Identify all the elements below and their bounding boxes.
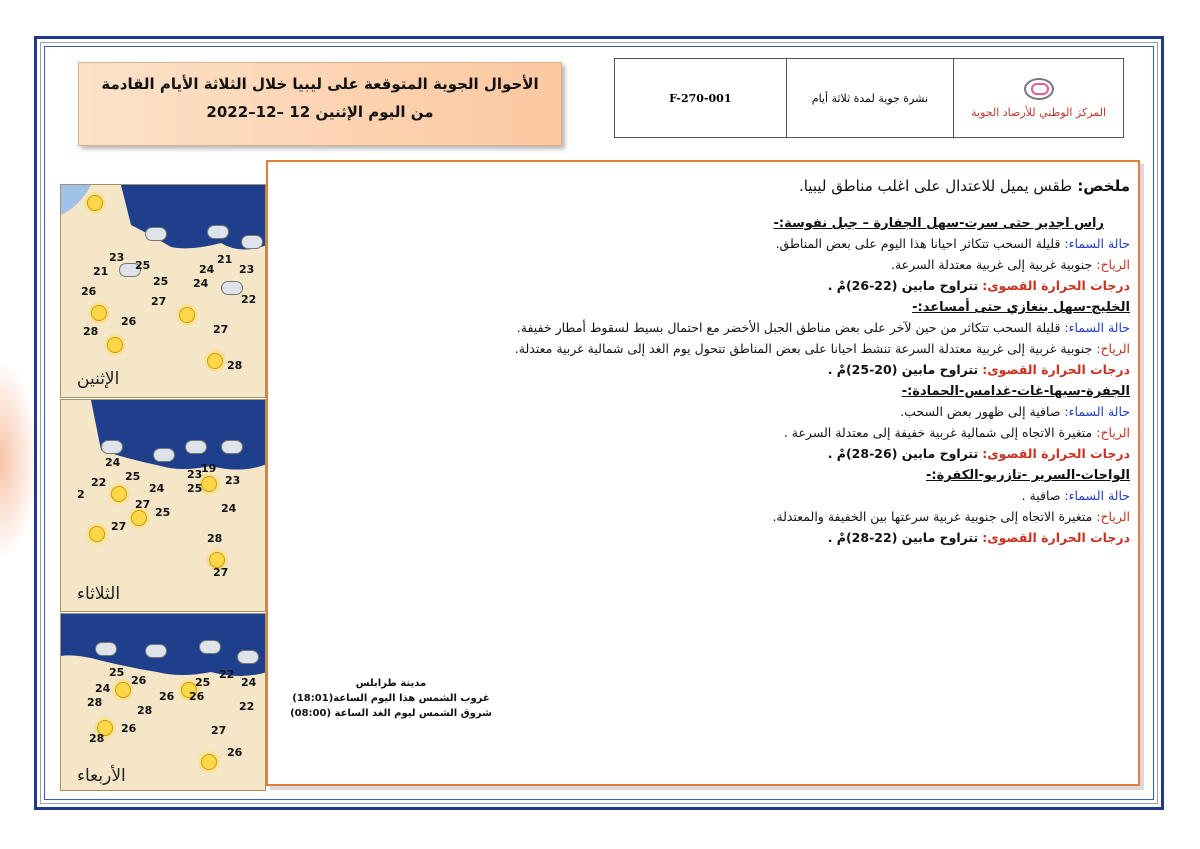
sky-value: قليلة السحب تتكاثر من حين لآخر على بعض مناطق الجبل الأخضر مع احتمال بسيط لسقوط أمطار خفيفة. (516, 320, 1061, 335)
forecast-map-monday (60, 184, 266, 398)
temp-label: درجات الحرارة القصوى: (982, 530, 1130, 545)
temp-line (290, 443, 1130, 464)
wind-label: الرياح: (1096, 341, 1130, 356)
bulletin-date: من اليوم الإثنين 12 –12–2022 (206, 103, 434, 121)
temp-value: تتراوح مابين (20-25)مْ . (827, 362, 979, 377)
partly-cloudy-icon (145, 227, 167, 241)
sky-value: صافية إلى ظهور بعض السحب. (900, 404, 1061, 419)
temp-label: 22 (241, 293, 257, 306)
temp-label: 23 (109, 251, 125, 264)
temp-label: 27 (111, 520, 127, 533)
temp-label: 23 (225, 474, 241, 487)
form-code: F-270-001 (615, 59, 787, 138)
temp-label: 28 (89, 732, 105, 745)
sky-line (290, 317, 1130, 338)
temp-label: 19 (201, 462, 217, 475)
temp-label: 25 (187, 482, 203, 495)
wind-label: الرياح: (1096, 509, 1130, 524)
temp-line (290, 527, 1130, 548)
center-name: المركز الوطني للأرصاد الجوية (971, 105, 1107, 119)
bulletin-title-box (78, 62, 562, 146)
sunny-icon (89, 526, 105, 542)
temp-label: 28 (227, 359, 243, 372)
wind-line (290, 338, 1130, 359)
sunset-time: غروب الشمس هذا اليوم الساعة(18:01) (292, 693, 490, 704)
partly-cloudy-icon (241, 235, 263, 249)
summary-line (290, 172, 1130, 200)
temp-line (290, 359, 1130, 380)
partly-cloudy-icon (101, 440, 123, 454)
temp-label: 25 (155, 506, 171, 519)
region-name: الخليج-سهل بنغازي حتى أمساعد:- (912, 300, 1130, 315)
wind-line (290, 422, 1130, 443)
sky-value: قليلة السحب تتكاثر احيانا هذا اليوم على بعض المناطق. (775, 236, 1061, 251)
temp-label: 26 (81, 285, 97, 298)
sunny-icon (201, 476, 217, 492)
sunny-icon (179, 307, 195, 323)
temp-label: 28 (83, 325, 99, 338)
sky-line (290, 233, 1130, 254)
temp-label: 24 (199, 263, 215, 276)
sky-label: حالة السماء: (1064, 236, 1130, 251)
forecast-map-tuesday (60, 399, 266, 612)
temp-label: 28 (207, 532, 223, 545)
temp-label: 25 (153, 275, 169, 288)
region-heading (290, 380, 1130, 401)
summary-text: طقس يميل للاعتدال على اغلب مناطق ليبيا. (798, 177, 1073, 195)
temp-value: تتراوح مابين (26-28)مْ . (827, 446, 979, 461)
temp-label: 22 (91, 476, 107, 489)
temp-label: 25 (125, 470, 141, 483)
region-heading (290, 212, 1130, 233)
region-name: الواحات-السرير -تازربو-الكفرة:- (926, 468, 1130, 483)
temp-label: 26 (189, 690, 205, 703)
temp-label: 27 (151, 295, 167, 308)
sunny-icon (111, 486, 127, 502)
temp-label: درجات الحرارة القصوى: (982, 446, 1130, 461)
day-label: الثلاثاء (77, 584, 121, 604)
wind-value: جنوبية غربية إلى غربية معتدلة السرعة. (890, 257, 1093, 272)
wind-value: جنوبية غربية إلى غربية معتدلة السرعة تنشط احيانا على بعض المناطق تتحول يوم الغد إلى شمالية غربية معتدلة. (514, 341, 1093, 356)
sky-label: حالة السماء: (1064, 488, 1130, 503)
day-label: الأربعاء (77, 766, 126, 786)
temp-label: 23 (239, 263, 255, 276)
temp-label: 24 (241, 676, 257, 689)
sunny-icon (91, 305, 107, 321)
partly-cloudy-icon (153, 448, 175, 462)
temp-label: 25 (135, 259, 151, 272)
temp-label: 22 (219, 668, 235, 681)
wind-line (290, 254, 1130, 275)
temp-label: 24 (95, 682, 111, 695)
temp-value: تتراوح مابين (22-28)مْ . (827, 530, 979, 545)
temp-label: 26 (131, 674, 147, 687)
forecast-text (290, 172, 1130, 548)
sky-label: حالة السماء: (1064, 320, 1130, 335)
partly-cloudy-icon (185, 440, 207, 454)
ncm-logo-icon (1024, 78, 1054, 100)
partly-cloudy-icon (237, 650, 259, 664)
region-name: راس اجدير حتى سرت-سهل الجفارة – جبل نفوسة:- (773, 216, 1104, 231)
city-name: مدينة طرابلس (355, 678, 427, 689)
tripoli-sun-times (276, 676, 506, 721)
sunny-icon (207, 353, 223, 369)
temp-label: درجات الحرارة القصوى: (982, 362, 1130, 377)
wind-label: الرياح: (1096, 425, 1130, 440)
sunny-icon (115, 682, 131, 698)
temp-label: 27 (213, 323, 229, 336)
region-heading (290, 296, 1130, 317)
wind-line (290, 506, 1130, 527)
wind-value: متغيرة الاتجاه إلى جنوبية غربية سرعتها بين الخفيفة والمعتدلة. (772, 509, 1093, 524)
sky-line (290, 401, 1130, 422)
header-table (614, 58, 1124, 138)
temp-label: درجات الحرارة القصوى: (982, 278, 1130, 293)
temp-label: 2 (77, 488, 85, 501)
temp-label: 28 (137, 704, 153, 717)
summary-label: ملخص: (1077, 177, 1130, 195)
partly-cloudy-icon (207, 225, 229, 239)
temp-label: 28 (87, 696, 103, 709)
temp-label: 22 (239, 700, 255, 713)
temp-label: 24 (221, 502, 237, 515)
meteorological-center (954, 59, 1124, 138)
bulletin-name: نشرة جوية لمدة ثلاثة أيام (786, 59, 954, 138)
temp-line (290, 275, 1130, 296)
partly-cloudy-icon (221, 281, 243, 295)
temp-label: 27 (213, 566, 229, 579)
temp-label: 26 (121, 315, 137, 328)
sunrise-time: شروق الشمس ليوم الغد الساعة (08:00) (290, 708, 492, 719)
day-label: الإثنين (77, 369, 120, 389)
sky-line (290, 485, 1130, 506)
temp-label: 21 (217, 253, 233, 266)
wind-value: متغيرة الاتجاه إلى شمالية غربية خفيفة إلى معتدلة السرعة . (783, 425, 1093, 440)
bulletin-title: الأحوال الجوية المتوقعة على ليبيا خلال الثلاثة الأيام القادمة (101, 75, 539, 93)
temp-label: 25 (109, 666, 125, 679)
region-name: الجفرة-سبها-غات-غدامس-الحمادة:- (901, 384, 1130, 399)
partly-cloudy-icon (145, 644, 167, 658)
temp-label: 26 (159, 690, 175, 703)
sunny-icon (107, 337, 123, 353)
temp-value: تتراوح مابين (22-26)مْ . (827, 278, 979, 293)
temp-label: 27 (135, 498, 151, 511)
temp-label: 25 (195, 676, 211, 689)
sunny-icon (131, 510, 147, 526)
sky-value: صافية . (1021, 488, 1061, 503)
temp-label: 24 (193, 277, 209, 290)
temp-label: 27 (211, 724, 227, 737)
sunny-icon (87, 195, 103, 211)
partly-cloudy-icon (221, 440, 243, 454)
temp-label: 21 (93, 265, 109, 278)
temp-label: 26 (121, 722, 137, 735)
temp-label: 24 (105, 456, 121, 469)
wind-label: الرياح: (1096, 257, 1130, 272)
region-heading (290, 464, 1130, 485)
temp-label: 23 (187, 468, 203, 481)
sunny-icon (201, 754, 217, 770)
temp-label: 26 (227, 746, 243, 759)
partly-cloudy-icon (199, 640, 221, 654)
sky-label: حالة السماء: (1064, 404, 1130, 419)
temp-label: 24 (149, 482, 165, 495)
partly-cloudy-icon (95, 642, 117, 656)
forecast-map-wednesday (60, 613, 266, 791)
